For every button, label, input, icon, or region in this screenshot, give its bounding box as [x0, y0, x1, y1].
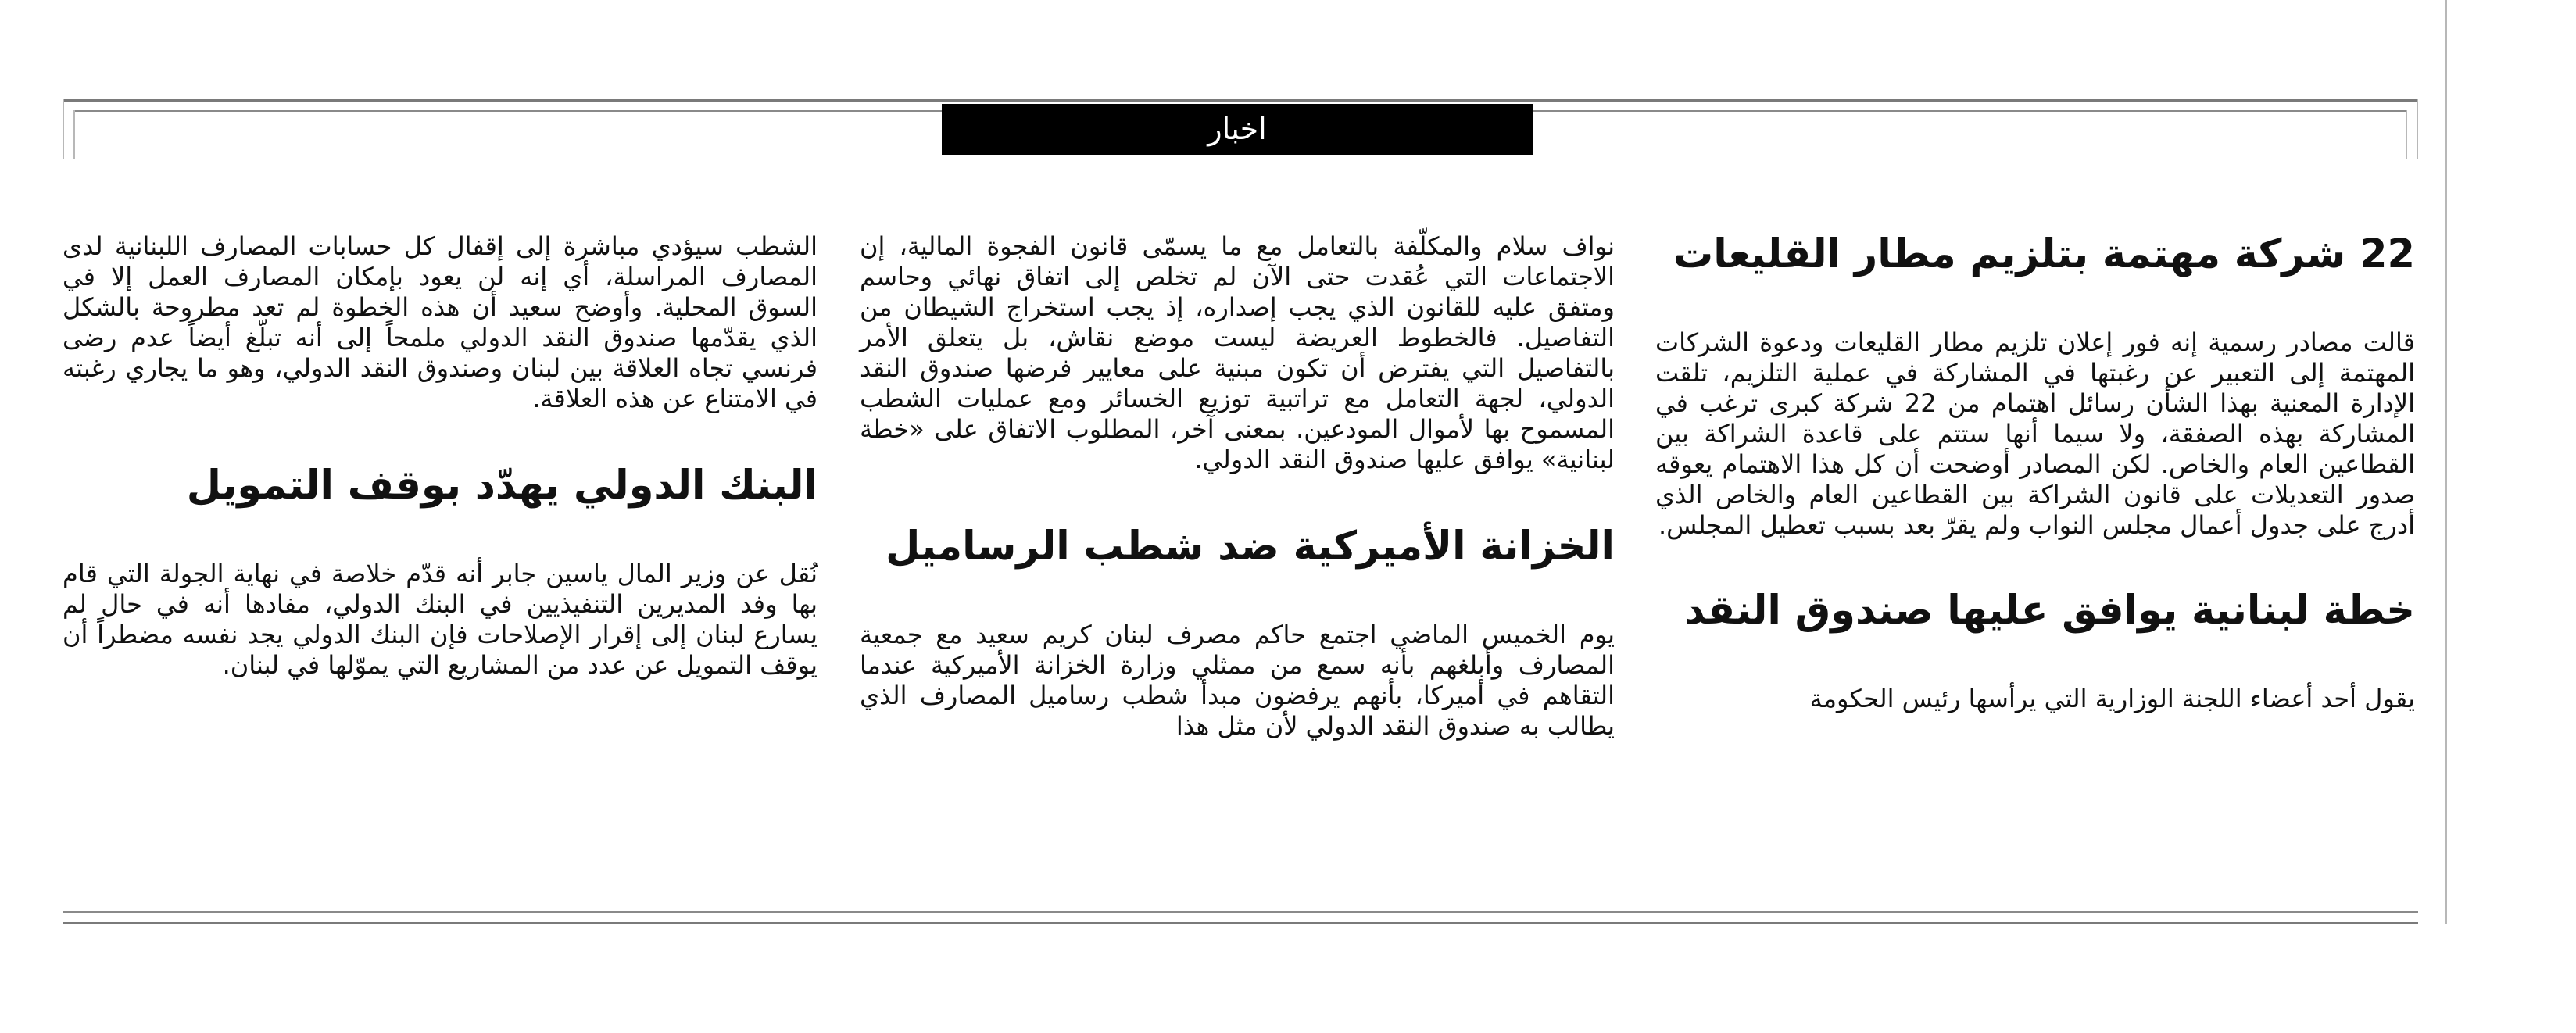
article-us-treasury-continued: الشطب سيؤدي مباشرة إلى إقفال كل حسابات المصارف اللبنانية لدى المصارف المراسلة، أي إنه لن يعود بإمكان المصارف العمل إلا في السوق المحلية. وأوضح سعيد أن هذه الخطوة لم تعد مطروحة بالشكل الذي يقدّمها صندوق النقد الدولي ملمحاً إلى أنه تبلّغ أيضاً عدم رضى فرنسي تجاه العلاقة بين لبنان وصندوق النقد الدولي، وهو ما يجاري رغبته في الامتناع عن هذه العلاقة.: [63, 231, 818, 413]
headline-airport: 22 شركة مهتمة بتلزيم مطار القليعات: [1673, 231, 2415, 277]
headline-lebanese-plan: خطة لبنانية يوافق عليها صندوق النقد: [1684, 588, 2415, 634]
frame-left-inner: [73, 110, 75, 159]
page-edge-rule: [2445, 0, 2447, 924]
bottom-rule-inner: [63, 911, 2418, 913]
column-left: [63, 231, 818, 681]
article-airport-body: قالت مصادر رسمية إنه فور إعلان تلزيم مطار القليعات ودعوة الشركات المهتمة إلى التعبير عن رغبتها في المشاركة في عملية التلزيم، تلقت الإدارة المعنية بهذا الشأن رسائل اهتمام من 22 شركة كبرى ترغب في المشاركة بهذه الصفقة، ولا سيما أنها ستتم على قاعدة الشراكة بين القطاعين العام والخاص. لكن المصادر أوضحت أن كل هذا الاهتمام يعوقه صدور التعديلات على قانون الشراكة بين القطاعين العام والخاص الذي أدرج على جدول أعمال مجلس النواب ولم يقرّ بعد بسبب تعطيل المجلس.: [1655, 327, 2416, 540]
headline-world-bank: البنك الدولي يهدّد بوقف التمويل: [186, 463, 818, 509]
top-rule-outer: [63, 99, 2418, 102]
article-lebanese-plan-body: يقول أحد أعضاء اللجنة الوزارية التي يرأسها رئيس الحكومة: [1809, 684, 2415, 713]
frame-right-outer: [2417, 99, 2418, 159]
frame-right-inner: [2406, 110, 2407, 159]
bottom-rule-outer: [63, 922, 2418, 924]
section-title: اخبار: [942, 104, 1533, 155]
article-lebanese-plan-continued: نواف سلام والمكلّفة بالتعامل مع ما يسمّى قانون الفجوة المالية، إن الاجتماعات التي عُقدت حتى الآن لم تخلص إلى اتفاق نهائي وحاسم ومتفق عليه للقانون الذي يجب إصداره، إذ يجب استخراج الشيطان من التفاصيل. فالخطوط العريضة ليست موضع نقاش، بل يتعلق الأمر بالتفاصيل التي يفترض أن تكون مبنية على معايير فرضها صندوق النقد الدولي، لجهة التعامل مع تراتبية توزيع الخسائر ومع عمليات الشطب المسموح بها لأموال المودعين. بمعنى آخر، المطلوب الاتفاق على «خطة لبنانية» يوافق عليها صندوق النقد الدولي.: [860, 231, 1615, 474]
frame-left-outer: [63, 99, 64, 159]
article-world-bank-body: نُقل عن وزير المال ياسين جابر أنه قدّم خلاصة في نهاية الجولة التي قام بها وفد المديرين التنفيذيين في البنك الدولي، مفادها أنه في حال لم يسارع لبنان إلى إقرار الإصلاحات فإن البنك الدولي يجد نفسه مضطراً أن يوقف التمويل عن عدد من المشاريع التي يموّلها في لبنان.: [63, 559, 818, 680]
column-right: [1655, 231, 2415, 714]
column-middle: [860, 231, 1615, 742]
headline-us-treasury: الخزانة الأميركية ضد شطب الرساميل: [886, 524, 1615, 570]
article-us-treasury-body: يوم الخميس الماضي اجتمع حاكم مصرف لبنان كريم سعيد مع جمعية المصارف وأبلغهم بأنه سمع من ممثلي وزارة الخزانة الأميركية عندما التقاهم في أميركا، بأنهم يرفضون مبدأ شطب رساميل المصارف الذي يطالب به صندوق النقد الدولي لأن مثل هذا: [860, 620, 1615, 741]
